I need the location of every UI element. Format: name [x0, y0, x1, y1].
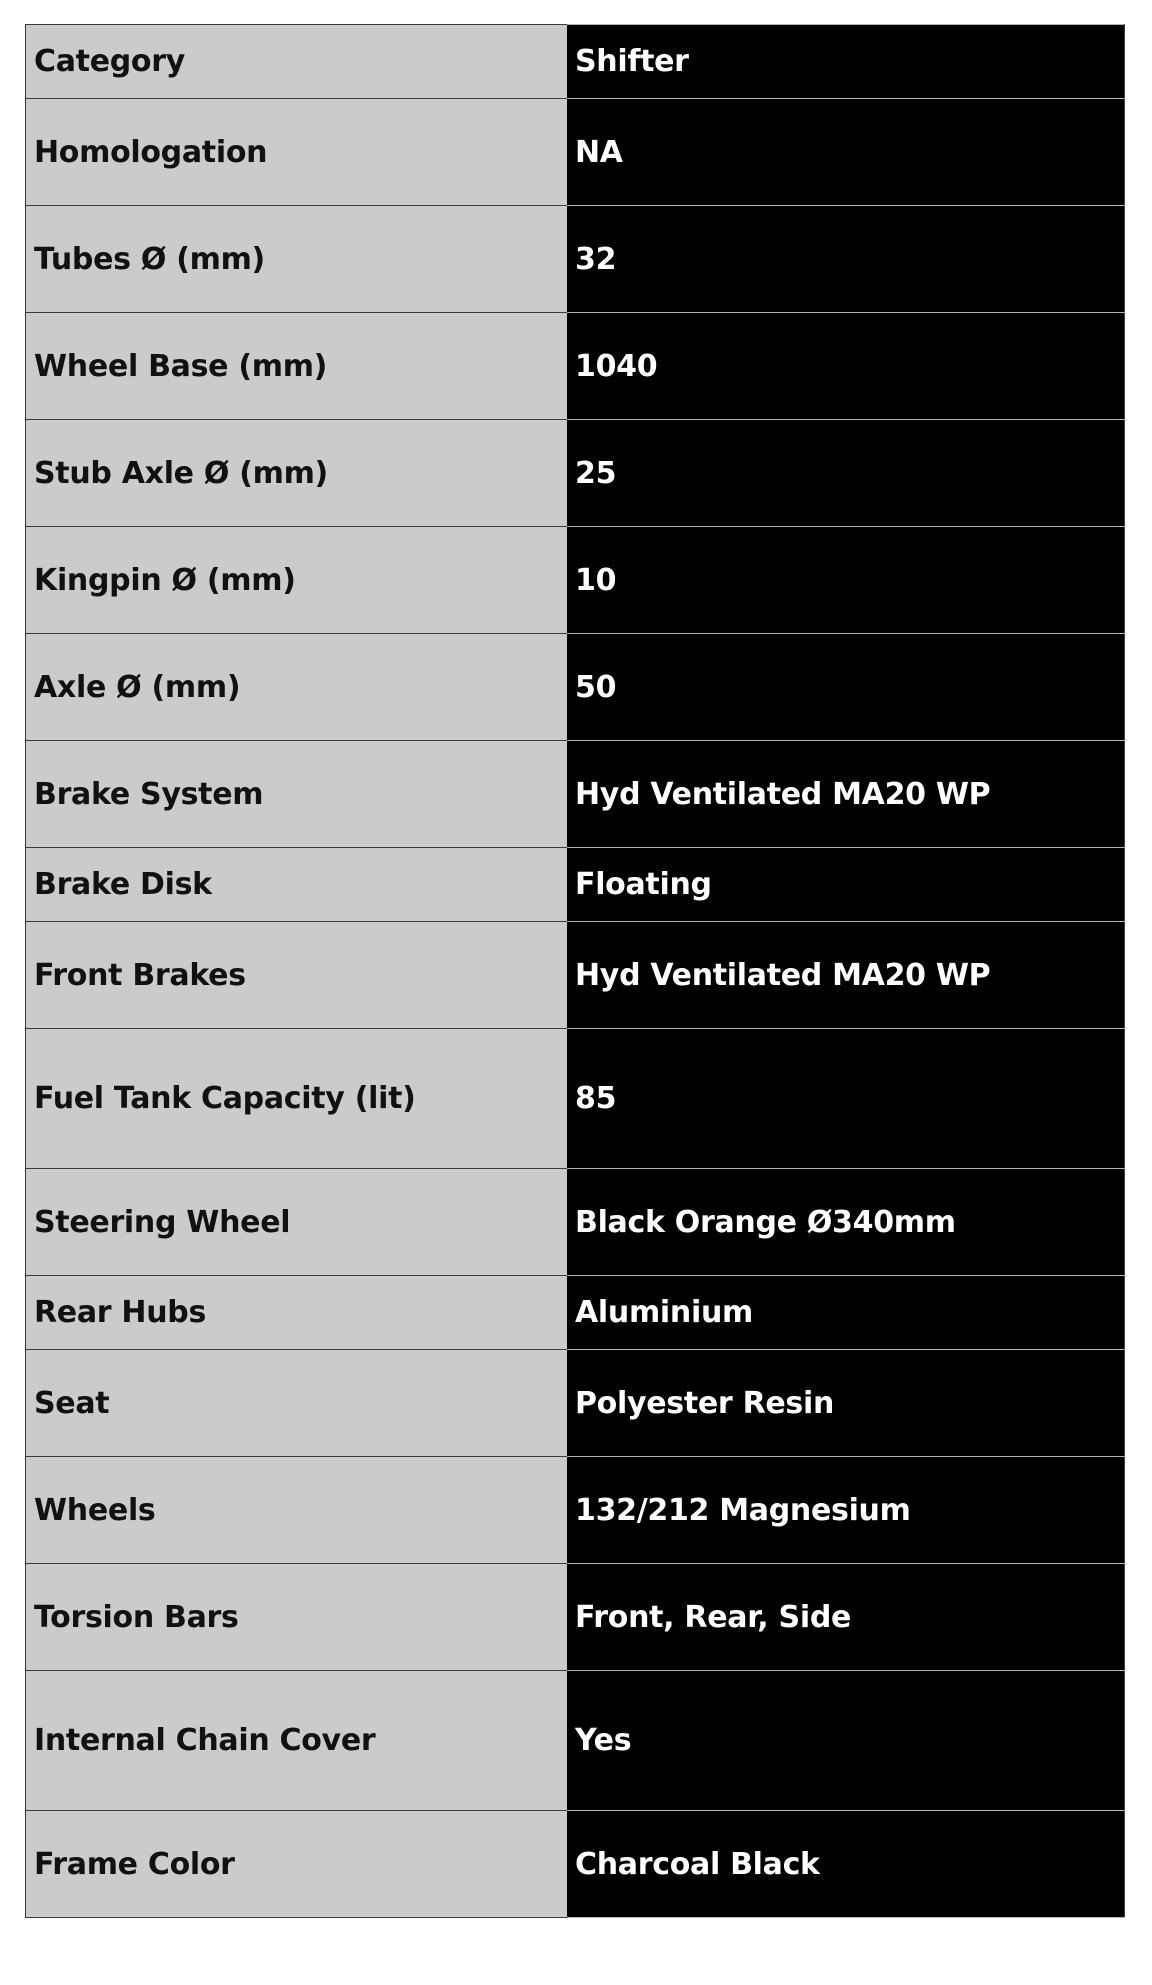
- spec-value: 1040: [567, 313, 1125, 420]
- spec-label: Rear Hubs: [26, 1276, 568, 1350]
- spec-row-seat: [26, 1350, 1125, 1457]
- spec-value: Floating: [567, 848, 1125, 922]
- spec-row-axle: [26, 634, 1125, 741]
- spec-label: Wheels: [26, 1457, 568, 1564]
- spec-label: Internal Chain Cover: [26, 1671, 568, 1811]
- spec-value: 25: [567, 420, 1125, 527]
- spec-value: Front, Rear, Side: [567, 1564, 1125, 1671]
- spec-label: Front Brakes: [26, 922, 568, 1029]
- spec-label: Category: [26, 25, 568, 99]
- spec-value: 85: [567, 1029, 1125, 1169]
- spec-row-wheels: [26, 1457, 1125, 1564]
- spec-row-torsion-bars: [26, 1564, 1125, 1671]
- spec-row-steering-wheel: [26, 1169, 1125, 1276]
- spec-row-homologation: [26, 99, 1125, 206]
- spec-value: Hyd Ventilated MA20 WP: [567, 922, 1125, 1029]
- spec-row-kingpin: [26, 527, 1125, 634]
- spec-value: Charcoal Black: [567, 1811, 1125, 1918]
- spec-value: Polyester Resin: [567, 1350, 1125, 1457]
- spec-row-tubes: [26, 206, 1125, 313]
- spec-value: 132/212 Magnesium: [567, 1457, 1125, 1564]
- spec-label: Steering Wheel: [26, 1169, 568, 1276]
- spec-value: NA: [567, 99, 1125, 206]
- spec-label: Stub Axle Ø (mm): [26, 420, 568, 527]
- spec-label: Homologation: [26, 99, 568, 206]
- spec-label: Frame Color: [26, 1811, 568, 1918]
- spec-row-brake-disk: [26, 848, 1125, 922]
- spec-label: Brake Disk: [26, 848, 568, 922]
- spec-row-brake-system: [26, 741, 1125, 848]
- spec-label: Torsion Bars: [26, 1564, 568, 1671]
- spec-label: Seat: [26, 1350, 568, 1457]
- spec-row-front-brakes: [26, 922, 1125, 1029]
- spec-value: Shifter: [567, 25, 1125, 99]
- spec-label: Wheel Base (mm): [26, 313, 568, 420]
- spec-row-frame-color: [26, 1811, 1125, 1918]
- spec-value: 50: [567, 634, 1125, 741]
- spec-label: Tubes Ø (mm): [26, 206, 568, 313]
- spec-value: 10: [567, 527, 1125, 634]
- spec-value: 32: [567, 206, 1125, 313]
- spec-row-fuel-tank: [26, 1029, 1125, 1169]
- spec-label: Fuel Tank Capacity (lit): [26, 1029, 568, 1169]
- spec-row-internal-chain-cover: [26, 1671, 1125, 1811]
- spec-value: Hyd Ventilated MA20 WP: [567, 741, 1125, 848]
- spec-label: Axle Ø (mm): [26, 634, 568, 741]
- spec-label: Kingpin Ø (mm): [26, 527, 568, 634]
- spec-row-stub-axle: [26, 420, 1125, 527]
- specifications-table: [25, 24, 1125, 1918]
- spec-row-wheel-base: [26, 313, 1125, 420]
- spec-row-category: [26, 25, 1125, 99]
- spec-row-rear-hubs: [26, 1276, 1125, 1350]
- spec-value: Aluminium: [567, 1276, 1125, 1350]
- spec-value: Black Orange Ø340mm: [567, 1169, 1125, 1276]
- spec-value: Yes: [567, 1671, 1125, 1811]
- spec-label: Brake System: [26, 741, 568, 848]
